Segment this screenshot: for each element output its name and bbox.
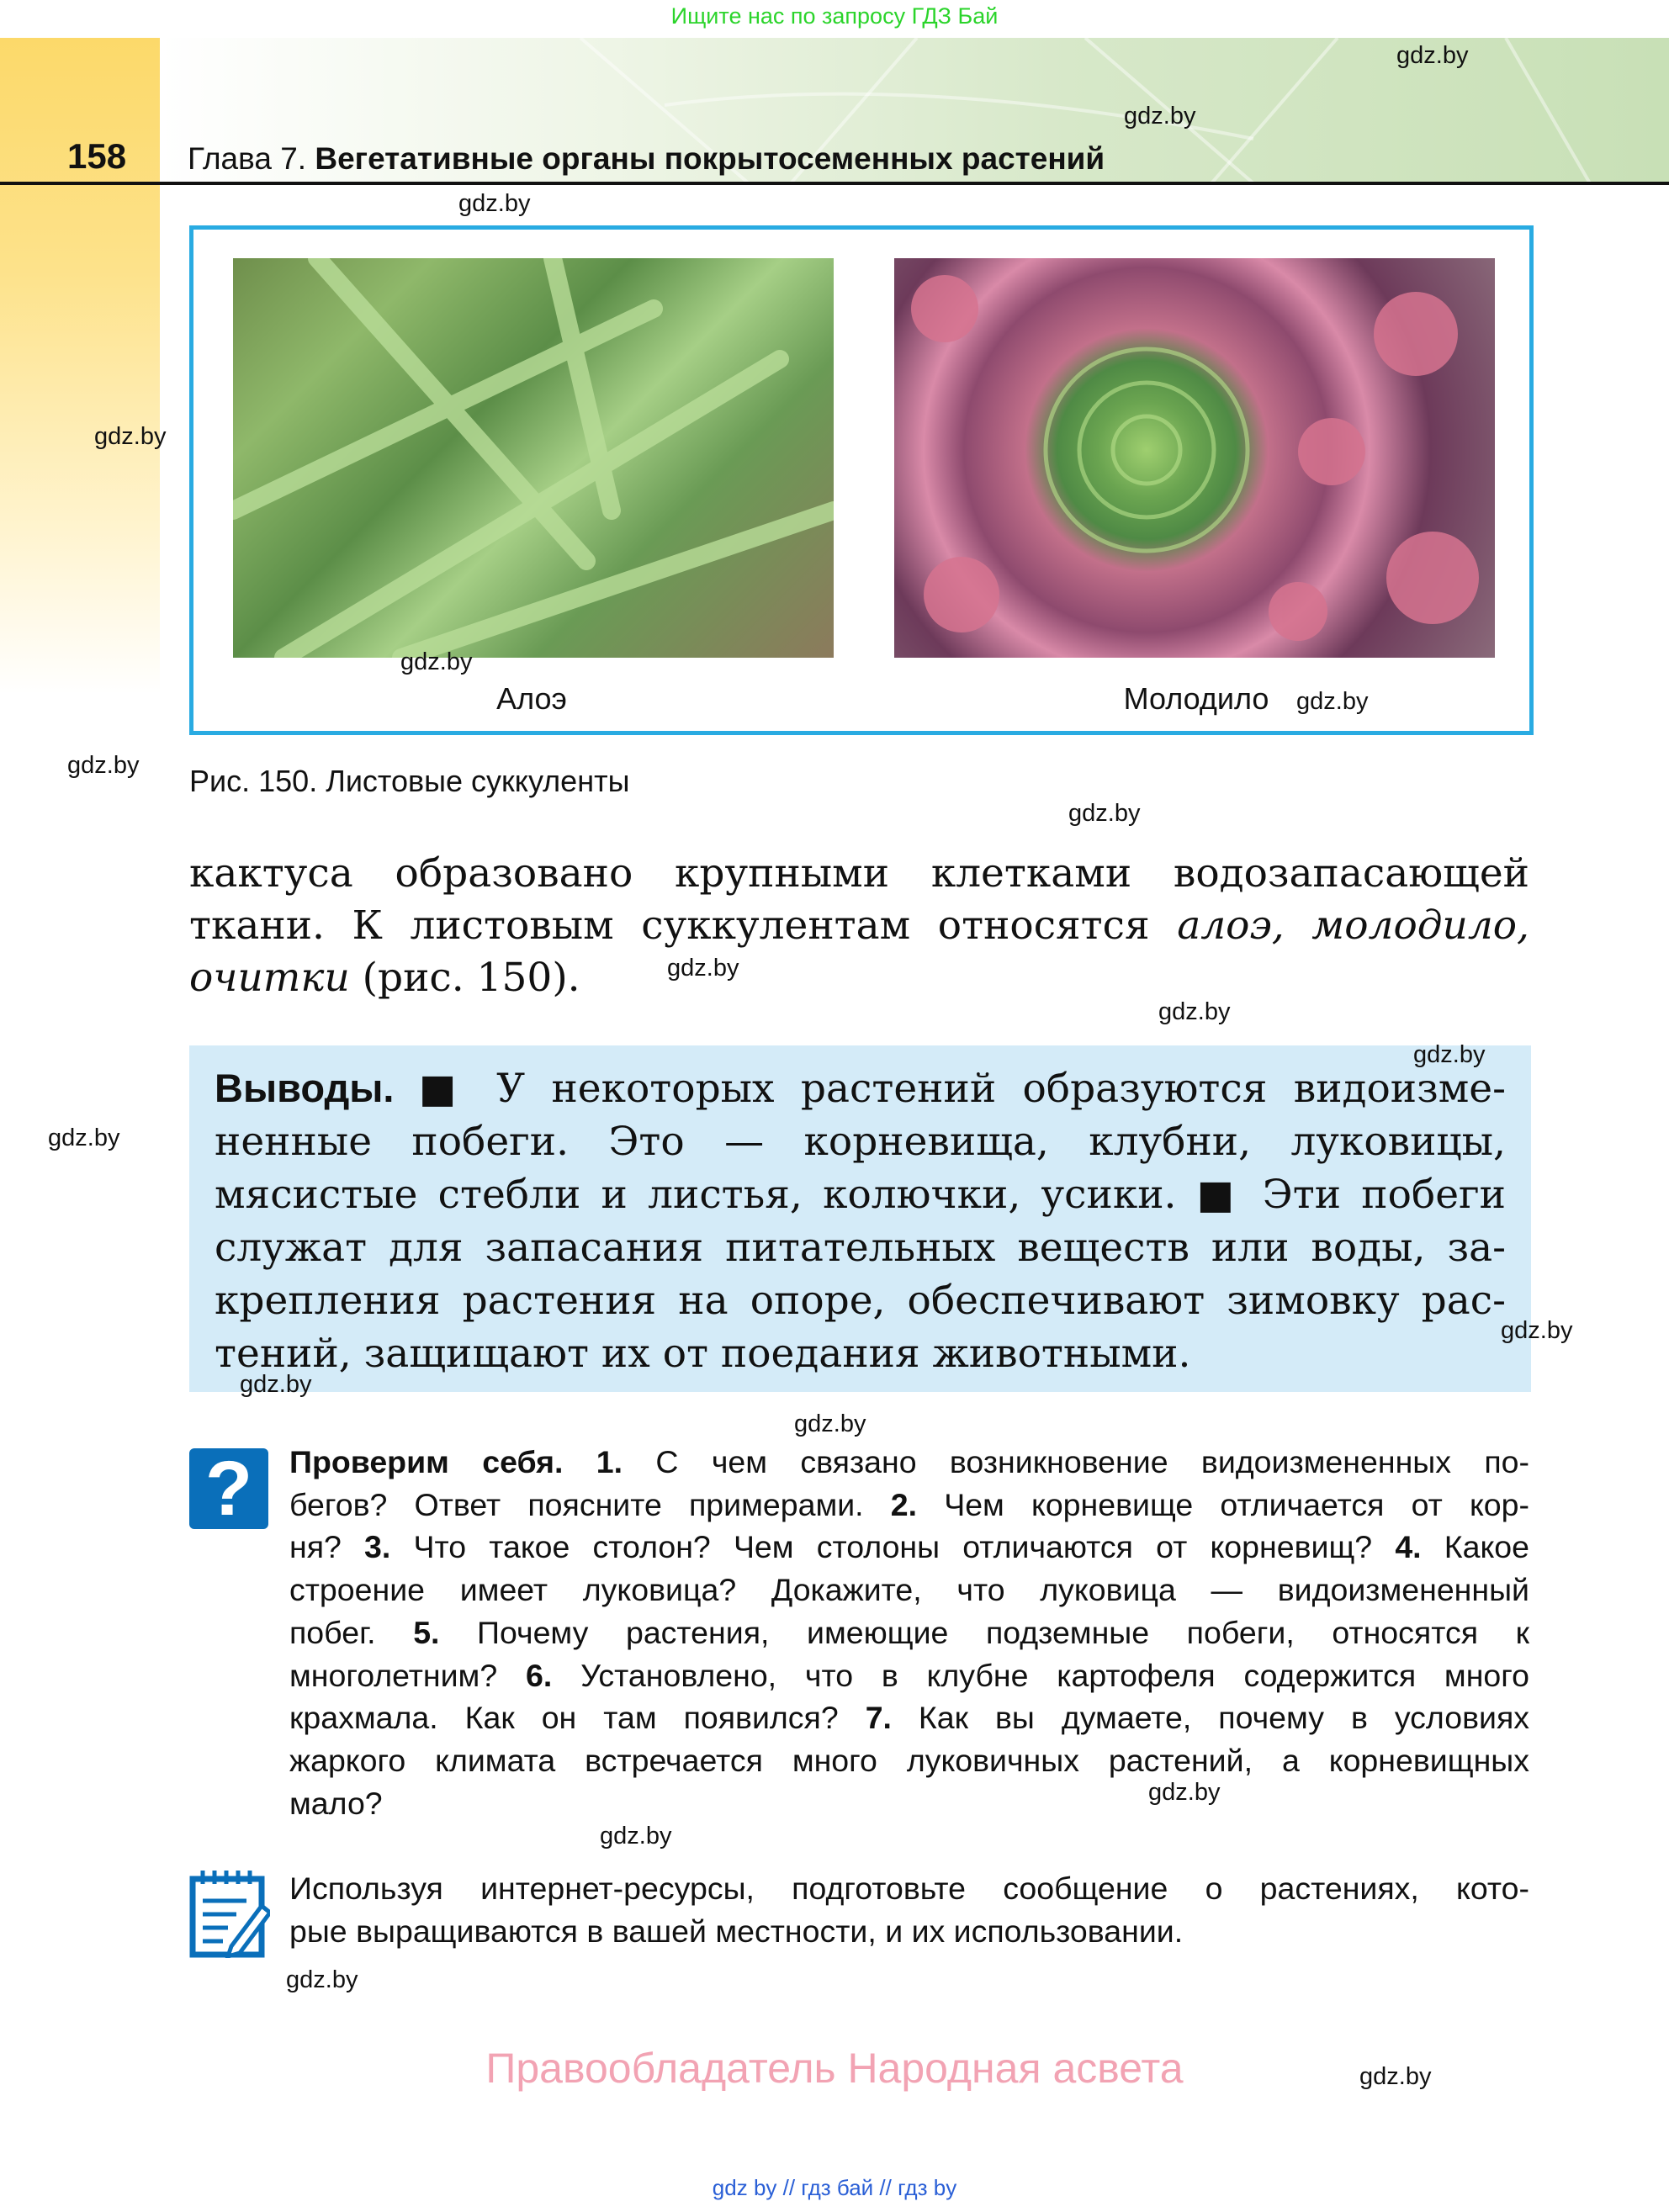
caption-aloe: Алоэ bbox=[496, 681, 567, 716]
text-segment: Установлено, что в клубне картофеля содержится много bbox=[552, 1657, 1529, 1693]
text-line bbox=[189, 900, 1529, 952]
text-segment: жаркого климата встречается много луковичных растений, а корневищных bbox=[289, 1742, 1529, 1778]
watermark: gdz.by bbox=[67, 752, 140, 779]
text-line bbox=[289, 1782, 1529, 1825]
text-line bbox=[215, 1061, 1506, 1115]
watermark: gdz.by bbox=[1124, 103, 1196, 130]
watermark: gdz.by bbox=[1501, 1317, 1573, 1344]
text-segment: мало? bbox=[289, 1785, 383, 1821]
watermark: gdz.by bbox=[458, 190, 531, 217]
bold-text: 5. bbox=[413, 1614, 440, 1650]
bold-text: 2. bbox=[890, 1486, 918, 1522]
text-segment: бегов? Ответ поясните примерами. bbox=[289, 1486, 891, 1522]
text-segment: ткани. К листовым суккулентам относятся bbox=[189, 902, 1178, 949]
text-line bbox=[289, 1526, 1529, 1569]
aloe-photo bbox=[233, 258, 834, 658]
text-line bbox=[215, 1327, 1506, 1380]
watermark: gdz.by bbox=[240, 1371, 312, 1398]
text-line bbox=[289, 1441, 1529, 1484]
footer-links[interactable]: gdz by // гдз бай // гдз by bbox=[712, 2175, 957, 2200]
text-line bbox=[215, 1115, 1506, 1168]
text-segment: Чем корневище отличается от кор- bbox=[917, 1486, 1529, 1522]
text-line bbox=[289, 1867, 1529, 1910]
text-segment: Почему растения, имеющие подземные побеги, относятся к bbox=[439, 1614, 1530, 1650]
watermark: gdz.by bbox=[48, 1125, 120, 1151]
text-segment: очитки bbox=[189, 955, 350, 1001]
chapter-title: Вегетативные органы покрытосеменных растений bbox=[315, 141, 1105, 176]
search-hint: Ищите нас по запросу ГДЗ Бай bbox=[670, 3, 999, 29]
text-segment: (рис. 150). bbox=[349, 955, 580, 1001]
text-segment: строение имеет луковица? Докажите, что луковица — видоизмененный bbox=[289, 1572, 1529, 1608]
text-segment: ■ У некоторых растений образуются видоизме- bbox=[418, 1066, 1506, 1112]
text-segment: Используя интернет-ресурсы, подготовьте сообщение о растениях, кото- bbox=[289, 1871, 1529, 1906]
chapter-prefix: Глава 7. bbox=[188, 141, 307, 176]
caption-molodilo: Молодило bbox=[1123, 681, 1269, 716]
text-segment: ненные побеги. Это — корневища, клубни, луковицы, bbox=[215, 1119, 1506, 1165]
text-line bbox=[289, 1910, 1529, 1953]
copyright-notice: Правообладатель Народная асвета bbox=[485, 2045, 1184, 2092]
task-text bbox=[289, 1867, 1529, 1952]
text-line bbox=[289, 1569, 1529, 1611]
text-line bbox=[189, 848, 1529, 900]
watermark: gdz.by bbox=[1158, 998, 1231, 1025]
text-segment: кактуса образовано крупными клетками водозапасающей bbox=[189, 850, 1529, 897]
watermark: gdz.by bbox=[1359, 2063, 1432, 2090]
chapter-heading bbox=[188, 141, 1105, 177]
text-line bbox=[289, 1739, 1529, 1782]
text-line bbox=[289, 1611, 1529, 1654]
text-segment: тений, защищают их от поедания животными. bbox=[215, 1331, 1191, 1377]
body-paragraph bbox=[189, 848, 1529, 1004]
text-segment: Как вы думаете, почему в условиях bbox=[891, 1700, 1529, 1736]
watermark: gdz.by bbox=[1148, 1779, 1221, 1806]
watermark: gdz.by bbox=[1296, 688, 1369, 715]
bold-text: 3. bbox=[364, 1529, 391, 1565]
watermark: gdz.by bbox=[286, 1966, 358, 1993]
text-line bbox=[289, 1696, 1529, 1739]
text-segment: Что такое столон? Чем столоны отличаются от корневищ? bbox=[390, 1529, 1396, 1565]
text-line bbox=[189, 952, 1529, 1004]
watermark: gdz.by bbox=[1068, 800, 1141, 827]
watermark: gdz.by bbox=[94, 423, 167, 450]
watermark: gdz.by bbox=[794, 1410, 866, 1437]
watermark: gdz.by bbox=[667, 955, 739, 982]
bold-text: Выводы. bbox=[215, 1066, 419, 1110]
text-segment: крепления растения на опоре, обеспечивают зимовку рас- bbox=[215, 1278, 1506, 1324]
bold-text: Проверим себя. 1. bbox=[289, 1444, 623, 1479]
bold-text: 6. bbox=[526, 1657, 553, 1693]
text-segment: С чем связано возникновение видоизмененных по- bbox=[623, 1444, 1529, 1479]
text-segment: крахмала. Как он там появился? bbox=[289, 1700, 866, 1736]
text-segment: служат для запасания питательных веществ или воды, за- bbox=[215, 1225, 1506, 1271]
text-line bbox=[215, 1221, 1506, 1274]
text-line bbox=[289, 1654, 1529, 1697]
text-segment: Какое bbox=[1421, 1529, 1529, 1565]
page-number: 158 bbox=[67, 136, 127, 176]
text-segment: рые выращиваются в вашей местности, и их использовании. bbox=[289, 1913, 1184, 1949]
text-segment: алоэ, молодило, bbox=[1177, 902, 1529, 949]
text-line bbox=[215, 1168, 1506, 1221]
bold-text: 4. bbox=[1395, 1529, 1422, 1565]
molodilo-photo bbox=[894, 258, 1495, 658]
text-segment: ня? bbox=[289, 1529, 365, 1565]
figure-title: Рис. 150. Листовые суккуленты bbox=[189, 764, 630, 798]
watermark: gdz.by bbox=[1413, 1041, 1486, 1068]
watermark: gdz.by bbox=[1396, 42, 1469, 69]
text-segment: побег. bbox=[289, 1614, 414, 1650]
notepad-pencil-icon bbox=[189, 1869, 270, 1962]
question-icon: ? bbox=[189, 1448, 268, 1529]
text-segment: мясистые стебли и листья, колючки, усики. ■ Эти побеги bbox=[215, 1172, 1506, 1218]
watermark: gdz.by bbox=[600, 1823, 672, 1850]
conclusions-text bbox=[215, 1061, 1506, 1380]
bold-text: 7. bbox=[865, 1700, 892, 1736]
self-check-questions bbox=[289, 1441, 1529, 1824]
text-line bbox=[289, 1484, 1529, 1527]
text-line bbox=[215, 1274, 1506, 1327]
header-rule bbox=[0, 182, 1669, 185]
watermark: gdz.by bbox=[400, 648, 473, 675]
text-segment: многолетним? bbox=[289, 1657, 526, 1693]
